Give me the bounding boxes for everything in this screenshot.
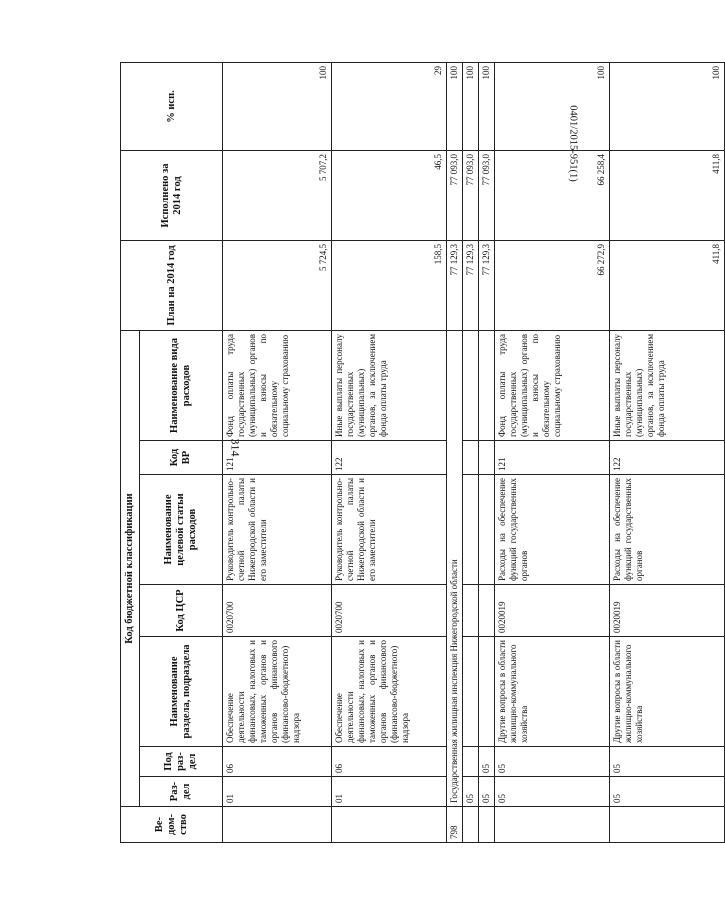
header-plan: План на 2014 год xyxy=(121,240,223,330)
header-podrazdel: Под раз-дел xyxy=(140,747,223,777)
subtotal-row xyxy=(479,62,495,842)
header-razdel: Раз-дел xyxy=(140,777,223,807)
cell-rz: 05 xyxy=(463,777,479,807)
cell-pct: 100 xyxy=(223,62,332,150)
cell-pct: 100 xyxy=(479,62,495,150)
cell-ved xyxy=(223,807,332,843)
cell-rz: 05 xyxy=(479,777,495,807)
header-group: Код бюджетной классификации xyxy=(121,330,140,806)
page-number: 314 xyxy=(228,438,243,457)
header-name-razdel: Наименование раздела, подраздела xyxy=(140,637,223,747)
cell-name-csr: Расходы на обеспечение функций государственных органов xyxy=(495,475,610,585)
table-row xyxy=(223,62,332,842)
cell-done: 5 707,2 xyxy=(223,150,332,240)
cell-done: 77 093,0 xyxy=(447,150,463,240)
cell-rz: 01 xyxy=(223,777,332,807)
cell-prz: 06 xyxy=(332,747,447,777)
cell-csr: 0020019 xyxy=(495,585,610,637)
cell-ved: 798 xyxy=(447,807,463,843)
rotated-table-container xyxy=(120,63,721,843)
section-row xyxy=(447,62,463,842)
table-row xyxy=(610,62,725,842)
section-title: Государственная жилищная инспекция Нижегородской области xyxy=(447,330,463,806)
cell-name-rz: Обеспечение деятельности финансовых, налоговых и таможенных органов и органов финансового (финансово-бюджетного) надзора xyxy=(332,637,447,747)
cell-csr: 0020700 xyxy=(332,585,447,637)
cell-rz: 01 xyxy=(332,777,447,807)
cell-plan: 66 272,9 xyxy=(495,240,610,330)
cell-prz: 05 xyxy=(479,747,495,777)
cell-plan: 77 129,3 xyxy=(447,240,463,330)
cell-plan: 77 129,3 xyxy=(479,240,495,330)
cell-done: 77 093,0 xyxy=(479,150,495,240)
cell-name-vr: Фонд оплаты труда государственных (муниципальных) органов и взносы по обязательному социальному страхованию xyxy=(223,330,332,440)
cell-prz: 05 xyxy=(495,747,610,777)
cell-plan: 5 724,5 xyxy=(223,240,332,330)
cell-rz: 05 xyxy=(495,777,610,807)
cell-vr: 122 xyxy=(332,441,447,475)
subtotal-row xyxy=(463,62,479,842)
header-name-csr: Наименование целевой статьи расходов xyxy=(140,475,223,585)
header-pct: % исп. xyxy=(121,62,223,150)
cell-name-csr: Руководитель контрольно-счетной палаты Нижегородской области и его заместители xyxy=(223,475,332,585)
document-code: 0401/2015-951(1) xyxy=(567,105,579,182)
cell-name-vr: Фонд оплаты труда государственных (муниципальных) органов и взносы по обязательному социальному страхованию xyxy=(495,330,610,440)
cell-name-csr: Руководитель контрольно-счетной палаты Нижегородской области и его заместители xyxy=(332,475,447,585)
cell-done: 66 258,4 xyxy=(495,150,610,240)
header-done: Исполнено за 2014 год xyxy=(121,150,223,240)
cell-pct: 100 xyxy=(495,62,610,150)
cell-name-rz: Обеспечение деятельности финансовых, налоговых и таможенных органов и органов финансового (финансово-бюджетного) надзора xyxy=(223,637,332,747)
budget-table xyxy=(120,62,725,843)
cell-prz: 06 xyxy=(223,747,332,777)
cell-vr: 121 xyxy=(223,441,332,475)
header-csr: Код ЦСР xyxy=(140,585,223,637)
cell-done: 411,8 xyxy=(610,150,725,240)
header-vr: Код ВР xyxy=(140,441,223,475)
table-row xyxy=(332,62,447,842)
cell-vr: 122 xyxy=(610,441,725,475)
cell-name-rz: Другие вопросы в области жилищно-коммунального хозяйства xyxy=(610,637,725,747)
cell-name-rz: Другие вопросы в области жилищно-коммунального хозяйства xyxy=(495,637,610,747)
cell-plan: 158,5 xyxy=(332,240,447,330)
cell-vr: 121 xyxy=(495,441,610,475)
cell-plan: 411,8 xyxy=(610,240,725,330)
header-name-vr: Наименование вида расходов xyxy=(140,330,223,440)
table-row xyxy=(495,62,610,842)
cell-done: 46,5 xyxy=(332,150,447,240)
cell-name-vr: Иные выплаты персоналу государственных (муниципальных) органов, за исключением фонда оплаты труда xyxy=(610,330,725,440)
cell-prz: 05 xyxy=(610,747,725,777)
cell-ved xyxy=(332,807,447,843)
cell-rz: 05 xyxy=(610,777,725,807)
cell-csr: 0020019 xyxy=(610,585,725,637)
cell-pct: 100 xyxy=(610,62,725,150)
cell-pct: 29 xyxy=(332,62,447,150)
cell-name-csr: Расходы на обеспечение функций государственных органов xyxy=(610,475,725,585)
cell-plan: 77 129,3 xyxy=(463,240,479,330)
cell-name-vr: Иные выплаты персоналу государственных (муниципальных) органов, за исключением фонда оплаты труда xyxy=(332,330,447,440)
header-vedomstvo: Ве-дом-ство xyxy=(121,807,223,843)
cell-pct: 100 xyxy=(463,62,479,150)
cell-pct: 100 xyxy=(447,62,463,150)
cell-done: 77 093,0 xyxy=(463,150,479,240)
cell-csr: 0020700 xyxy=(223,585,332,637)
